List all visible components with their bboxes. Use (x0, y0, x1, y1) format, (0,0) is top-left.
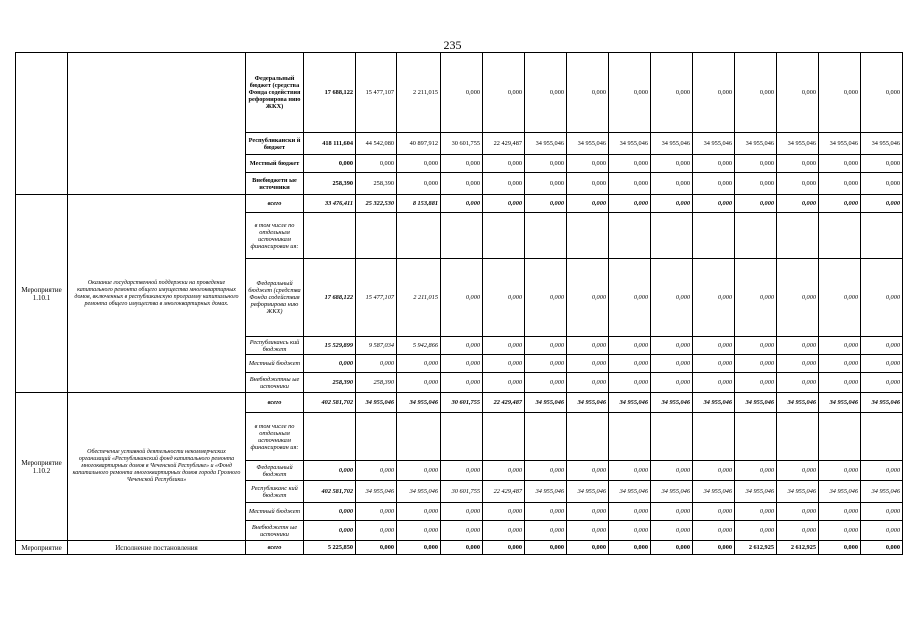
empty-cell (483, 413, 525, 461)
year-value-cell: 0,000 (651, 53, 693, 133)
year-value-cell: 40 897,912 (397, 133, 441, 155)
empty-cell (483, 213, 525, 259)
year-value-cell: 0,000 (567, 461, 609, 481)
year-value-cell: 0,000 (483, 195, 525, 213)
year-value-cell: 34 955,046 (609, 481, 651, 503)
year-value-cell: 15 477,107 (356, 259, 397, 337)
year-value-cell: 0,000 (735, 259, 777, 337)
year-value-cell: 34 955,046 (819, 481, 861, 503)
year-value-cell: 0,000 (693, 53, 735, 133)
year-value-cell: 0,000 (441, 155, 483, 173)
table-row (16, 195, 903, 213)
year-value-cell: 0,000 (651, 461, 693, 481)
year-value-cell: 0,000 (693, 173, 735, 195)
year-value-cell: 0,000 (397, 541, 441, 555)
year-value-cell: 34 955,046 (735, 393, 777, 413)
empty-cell (609, 213, 651, 259)
year-value-cell: 2 612,925 (777, 541, 819, 555)
year-value-cell: 0,000 (861, 53, 903, 133)
year-value-cell: 0,000 (397, 373, 441, 393)
empty-cell (861, 213, 903, 259)
year-value-cell: 0,000 (777, 461, 819, 481)
year-value-cell: 0,000 (861, 373, 903, 393)
total-cell: 0,000 (304, 155, 356, 173)
year-value-cell: 0,000 (567, 195, 609, 213)
year-value-cell: 0,000 (861, 541, 903, 555)
year-value-cell: 0,000 (609, 337, 651, 355)
year-value-cell: 0,000 (819, 337, 861, 355)
page-number: 235 (443, 38, 462, 52)
year-value-cell: 0,000 (525, 503, 567, 521)
year-value-cell: 0,000 (567, 355, 609, 373)
year-value-cell: 34 955,046 (693, 481, 735, 503)
year-value-cell: 0,000 (777, 53, 819, 133)
year-value-cell: 0,000 (651, 337, 693, 355)
year-value-cell: 0,000 (567, 337, 609, 355)
funding-source-cell: Внебюджетн ые источники (246, 173, 304, 195)
year-value-cell: 0,000 (397, 521, 441, 541)
year-value-cell: 0,000 (609, 173, 651, 195)
year-value-cell: 0,000 (397, 173, 441, 195)
year-value-cell: 9 587,034 (356, 337, 397, 355)
year-value-cell: 2 612,925 (735, 541, 777, 555)
year-value-cell: 0,000 (483, 155, 525, 173)
year-value-cell: 0,000 (651, 521, 693, 541)
year-value-cell: 34 955,046 (651, 393, 693, 413)
total-cell: 418 111,604 (304, 133, 356, 155)
total-cell: 258,390 (304, 373, 356, 393)
year-value-cell: 0,000 (483, 373, 525, 393)
year-value-cell: 0,000 (693, 259, 735, 337)
year-value-cell: 0,000 (356, 521, 397, 541)
year-value-cell: 0,000 (609, 461, 651, 481)
year-value-cell: 0,000 (777, 195, 819, 213)
funding-source-cell: Республиканс кий бюджет (246, 481, 304, 503)
funding-source-cell: Республикански й бюджет (246, 133, 304, 155)
empty-cell (651, 213, 693, 259)
year-value-cell: 2 211,015 (397, 53, 441, 133)
year-value-cell: 0,000 (525, 155, 567, 173)
year-value-cell: 0,000 (819, 195, 861, 213)
year-value-cell: 0,000 (356, 155, 397, 173)
year-value-cell: 0,000 (693, 155, 735, 173)
year-value-cell: 0,000 (567, 541, 609, 555)
year-value-cell: 0,000 (735, 503, 777, 521)
year-value-cell: 0,000 (819, 541, 861, 555)
year-value-cell: 25 322,530 (356, 195, 397, 213)
year-value-cell: 0,000 (525, 53, 567, 133)
year-value-cell: 0,000 (861, 503, 903, 521)
year-value-cell: 0,000 (819, 521, 861, 541)
activity-label-cell: Мероприятие 1.10.1 (16, 195, 68, 393)
year-value-cell: 0,000 (483, 355, 525, 373)
year-value-cell: 34 955,046 (525, 133, 567, 155)
year-value-cell: 258,390 (356, 173, 397, 195)
year-value-cell: 0,000 (651, 155, 693, 173)
activity-description-cell: Исполнение постановления (68, 541, 246, 555)
year-value-cell: 0,000 (861, 337, 903, 355)
total-cell: 17 688,122 (304, 259, 356, 337)
year-value-cell: 44 542,080 (356, 133, 397, 155)
year-value-cell: 0,000 (397, 503, 441, 521)
funding-source-cell: Федеральный бюджет (246, 461, 304, 481)
year-value-cell: 34 955,046 (567, 133, 609, 155)
year-value-cell: 34 955,046 (735, 481, 777, 503)
empty-cell (819, 213, 861, 259)
total-cell: 5 225,850 (304, 541, 356, 555)
year-value-cell: 0,000 (861, 521, 903, 541)
table-row (16, 393, 903, 413)
activity-label-cell: Мероприятие (16, 541, 68, 555)
year-value-cell: 0,000 (609, 155, 651, 173)
empty-cell (441, 213, 483, 259)
empty-cell (304, 413, 356, 461)
year-value-cell: 0,000 (651, 373, 693, 393)
year-value-cell: 34 955,046 (525, 481, 567, 503)
year-value-cell: 34 955,046 (567, 393, 609, 413)
year-value-cell: 34 955,046 (777, 133, 819, 155)
year-value-cell: 0,000 (651, 503, 693, 521)
year-value-cell: 0,000 (441, 461, 483, 481)
year-value-cell: 34 955,046 (777, 481, 819, 503)
year-value-cell: 0,000 (525, 173, 567, 195)
year-value-cell: 0,000 (735, 53, 777, 133)
year-value-cell: 30 601,755 (441, 481, 483, 503)
empty-cell (567, 413, 609, 461)
empty-cell (777, 213, 819, 259)
year-value-cell: 34 955,046 (777, 393, 819, 413)
year-value-cell: 0,000 (609, 541, 651, 555)
empty-cell (735, 413, 777, 461)
year-value-cell: 5 942,866 (397, 337, 441, 355)
year-value-cell: 0,000 (651, 259, 693, 337)
total-cell: 402 581,702 (304, 393, 356, 413)
total-cell: 258,390 (304, 173, 356, 195)
funding-source-cell: в том числе по отдельным источникам финансирован ия: (246, 413, 304, 461)
year-value-cell: 0,000 (819, 173, 861, 195)
year-value-cell: 0,000 (525, 373, 567, 393)
funding-source-cell: Республикансь кий бюджет (246, 337, 304, 355)
year-value-cell: 0,000 (819, 355, 861, 373)
empty-cell (441, 413, 483, 461)
year-value-cell: 0,000 (483, 173, 525, 195)
year-value-cell: 0,000 (651, 173, 693, 195)
empty-cell (356, 213, 397, 259)
year-value-cell: 34 955,046 (609, 393, 651, 413)
year-value-cell: 0,000 (861, 195, 903, 213)
activity-label-cell (16, 53, 68, 195)
year-value-cell: 0,000 (735, 521, 777, 541)
year-value-cell: 0,000 (735, 461, 777, 481)
year-value-cell: 34 955,046 (819, 393, 861, 413)
total-cell: 0,000 (304, 355, 356, 373)
empty-cell (651, 413, 693, 461)
year-value-cell: 0,000 (819, 259, 861, 337)
year-value-cell: 34 955,046 (525, 393, 567, 413)
funding-source-cell: всего (246, 541, 304, 555)
activity-description-cell: Обеспечение уставной деятельности некоммерческих организаций «Республиканский фонд капитального ремонта многоквартирных домов в Чеченской Республике» и «Фонд капитального ремонта многоквартирных домов города Грозного Чеченской Республики» (68, 393, 246, 541)
year-value-cell: 0,000 (861, 155, 903, 173)
year-value-cell: 0,000 (567, 521, 609, 541)
year-value-cell: 30 601,755 (441, 133, 483, 155)
budget-table (15, 52, 903, 555)
funding-source-cell: Местный бюджет (246, 155, 304, 173)
year-value-cell: 0,000 (567, 503, 609, 521)
year-value-cell: 0,000 (735, 195, 777, 213)
year-value-cell: 0,000 (693, 195, 735, 213)
year-value-cell: 0,000 (567, 259, 609, 337)
empty-cell (693, 213, 735, 259)
empty-cell (819, 413, 861, 461)
activity-label-cell: Мероприятие 1.10.2 (16, 393, 68, 541)
year-value-cell: 34 955,046 (861, 481, 903, 503)
year-value-cell: 0,000 (777, 173, 819, 195)
year-value-cell: 0,000 (441, 373, 483, 393)
year-value-cell: 34 955,046 (567, 481, 609, 503)
funding-source-cell: Федеральный бюджет (средства Фонда содействия реформирова нию ЖКХ) (246, 259, 304, 337)
year-value-cell: 0,000 (441, 355, 483, 373)
year-value-cell: 0,000 (651, 355, 693, 373)
year-value-cell: 30 601,755 (441, 393, 483, 413)
total-cell: 0,000 (304, 461, 356, 481)
year-value-cell: 0,000 (525, 195, 567, 213)
year-value-cell: 0,000 (441, 173, 483, 195)
year-value-cell: 0,000 (693, 521, 735, 541)
empty-cell (567, 213, 609, 259)
year-value-cell: 0,000 (819, 53, 861, 133)
year-value-cell: 8 153,881 (397, 195, 441, 213)
year-value-cell: 0,000 (356, 461, 397, 481)
year-value-cell: 0,000 (483, 541, 525, 555)
year-value-cell: 0,000 (441, 521, 483, 541)
year-value-cell: 0,000 (525, 461, 567, 481)
year-value-cell: 0,000 (483, 53, 525, 133)
year-value-cell: 0,000 (609, 195, 651, 213)
year-value-cell: 0,000 (777, 337, 819, 355)
year-value-cell: 15 477,107 (356, 53, 397, 133)
empty-cell (304, 213, 356, 259)
year-value-cell: 0,000 (567, 155, 609, 173)
year-value-cell: 0,000 (735, 173, 777, 195)
year-value-cell: 0,000 (735, 355, 777, 373)
funding-source-cell: Местный бюджет (246, 503, 304, 521)
year-value-cell: 34 955,046 (651, 481, 693, 503)
year-value-cell: 0,000 (441, 337, 483, 355)
year-value-cell: 22 429,487 (483, 133, 525, 155)
year-value-cell: 0,000 (777, 373, 819, 393)
year-value-cell: 22 429,487 (483, 393, 525, 413)
year-value-cell: 34 955,046 (356, 393, 397, 413)
year-value-cell: 0,000 (356, 541, 397, 555)
empty-cell (525, 213, 567, 259)
year-value-cell: 0,000 (356, 503, 397, 521)
year-value-cell: 0,000 (609, 521, 651, 541)
funding-source-cell: Федеральный бюджет (средства Фонда содействия реформирова нию ЖКХ) (246, 53, 304, 133)
year-value-cell: 0,000 (651, 541, 693, 555)
year-value-cell: 0,000 (777, 155, 819, 173)
activity-description-cell: Оказание государственной поддержки на проведение капитального ремонта общего имущества многоквартирных домов, включенных в республиканскую программу капитального ремонта общего имущества в многоквартирных домах. (68, 195, 246, 393)
year-value-cell: 0,000 (735, 155, 777, 173)
year-value-cell: 34 955,046 (819, 133, 861, 155)
year-value-cell: 34 955,046 (861, 393, 903, 413)
year-value-cell: 34 955,046 (651, 133, 693, 155)
year-value-cell: 0,000 (651, 195, 693, 213)
total-cell: 15 529,899 (304, 337, 356, 355)
year-value-cell: 0,000 (819, 155, 861, 173)
year-value-cell: 0,000 (819, 461, 861, 481)
year-value-cell: 0,000 (861, 355, 903, 373)
empty-cell (609, 413, 651, 461)
year-value-cell: 0,000 (609, 373, 651, 393)
budget-table-body (16, 53, 903, 555)
year-value-cell: 0,000 (861, 173, 903, 195)
year-value-cell: 0,000 (609, 53, 651, 133)
empty-cell (356, 413, 397, 461)
year-value-cell: 0,000 (735, 373, 777, 393)
table-row (16, 53, 903, 133)
year-value-cell: 0,000 (735, 337, 777, 355)
year-value-cell: 2 211,015 (397, 259, 441, 337)
year-value-cell: 0,000 (693, 503, 735, 521)
year-value-cell: 0,000 (483, 503, 525, 521)
total-cell: 17 688,122 (304, 53, 356, 133)
year-value-cell: 0,000 (397, 461, 441, 481)
funding-source-cell: Внебюджетны ые источники (246, 373, 304, 393)
year-value-cell: 0,000 (525, 337, 567, 355)
year-value-cell: 0,000 (441, 503, 483, 521)
funding-source-cell: в том числе по отдельным источникам финансирован ия: (246, 213, 304, 259)
year-value-cell: 0,000 (483, 337, 525, 355)
funding-source-cell: Местный бюджет (246, 355, 304, 373)
year-value-cell: 0,000 (525, 355, 567, 373)
year-value-cell: 34 955,046 (397, 481, 441, 503)
year-value-cell: 0,000 (525, 521, 567, 541)
total-cell: 0,000 (304, 521, 356, 541)
year-value-cell: 0,000 (693, 337, 735, 355)
year-value-cell: 0,000 (441, 195, 483, 213)
year-value-cell: 0,000 (567, 373, 609, 393)
year-value-cell: 0,000 (861, 461, 903, 481)
year-value-cell: 0,000 (819, 373, 861, 393)
year-value-cell: 0,000 (483, 259, 525, 337)
year-value-cell: 34 955,046 (693, 393, 735, 413)
year-value-cell: 0,000 (525, 541, 567, 555)
year-value-cell: 34 955,046 (735, 133, 777, 155)
year-value-cell: 0,000 (693, 541, 735, 555)
total-cell: 0,000 (304, 503, 356, 521)
year-value-cell: 0,000 (777, 503, 819, 521)
empty-cell (693, 413, 735, 461)
year-value-cell: 0,000 (693, 373, 735, 393)
year-value-cell: 0,000 (525, 259, 567, 337)
year-value-cell: 0,000 (356, 355, 397, 373)
year-value-cell: 0,000 (609, 355, 651, 373)
funding-source-cell: всего (246, 195, 304, 213)
empty-cell (861, 413, 903, 461)
year-value-cell: 0,000 (397, 155, 441, 173)
year-value-cell: 0,000 (609, 259, 651, 337)
funding-source-cell: всего (246, 393, 304, 413)
year-value-cell: 0,000 (819, 503, 861, 521)
empty-cell (397, 213, 441, 259)
year-value-cell: 34 955,046 (397, 393, 441, 413)
year-value-cell: 0,000 (693, 355, 735, 373)
year-value-cell: 0,000 (483, 521, 525, 541)
year-value-cell: 0,000 (693, 461, 735, 481)
empty-cell (735, 213, 777, 259)
table-row (16, 541, 903, 555)
year-value-cell: 0,000 (777, 355, 819, 373)
total-cell: 33 476,411 (304, 195, 356, 213)
year-value-cell: 258,390 (356, 373, 397, 393)
year-value-cell: 0,000 (777, 259, 819, 337)
activity-description-cell (68, 53, 246, 195)
year-value-cell: 0,000 (567, 53, 609, 133)
funding-source-cell: Внебюджетн ые источники (246, 521, 304, 541)
year-value-cell: 0,000 (861, 259, 903, 337)
year-value-cell: 34 955,046 (609, 133, 651, 155)
year-value-cell: 0,000 (441, 541, 483, 555)
year-value-cell: 0,000 (441, 53, 483, 133)
empty-cell (397, 413, 441, 461)
empty-cell (777, 413, 819, 461)
year-value-cell: 0,000 (567, 173, 609, 195)
year-value-cell: 22 429,487 (483, 481, 525, 503)
year-value-cell: 34 955,046 (861, 133, 903, 155)
year-value-cell: 34 955,046 (693, 133, 735, 155)
year-value-cell: 0,000 (483, 461, 525, 481)
total-cell: 402 581,702 (304, 481, 356, 503)
year-value-cell: 34 955,046 (356, 481, 397, 503)
year-value-cell: 0,000 (397, 355, 441, 373)
year-value-cell: 0,000 (441, 259, 483, 337)
year-value-cell: 0,000 (609, 503, 651, 521)
year-value-cell: 0,000 (777, 521, 819, 541)
empty-cell (525, 413, 567, 461)
